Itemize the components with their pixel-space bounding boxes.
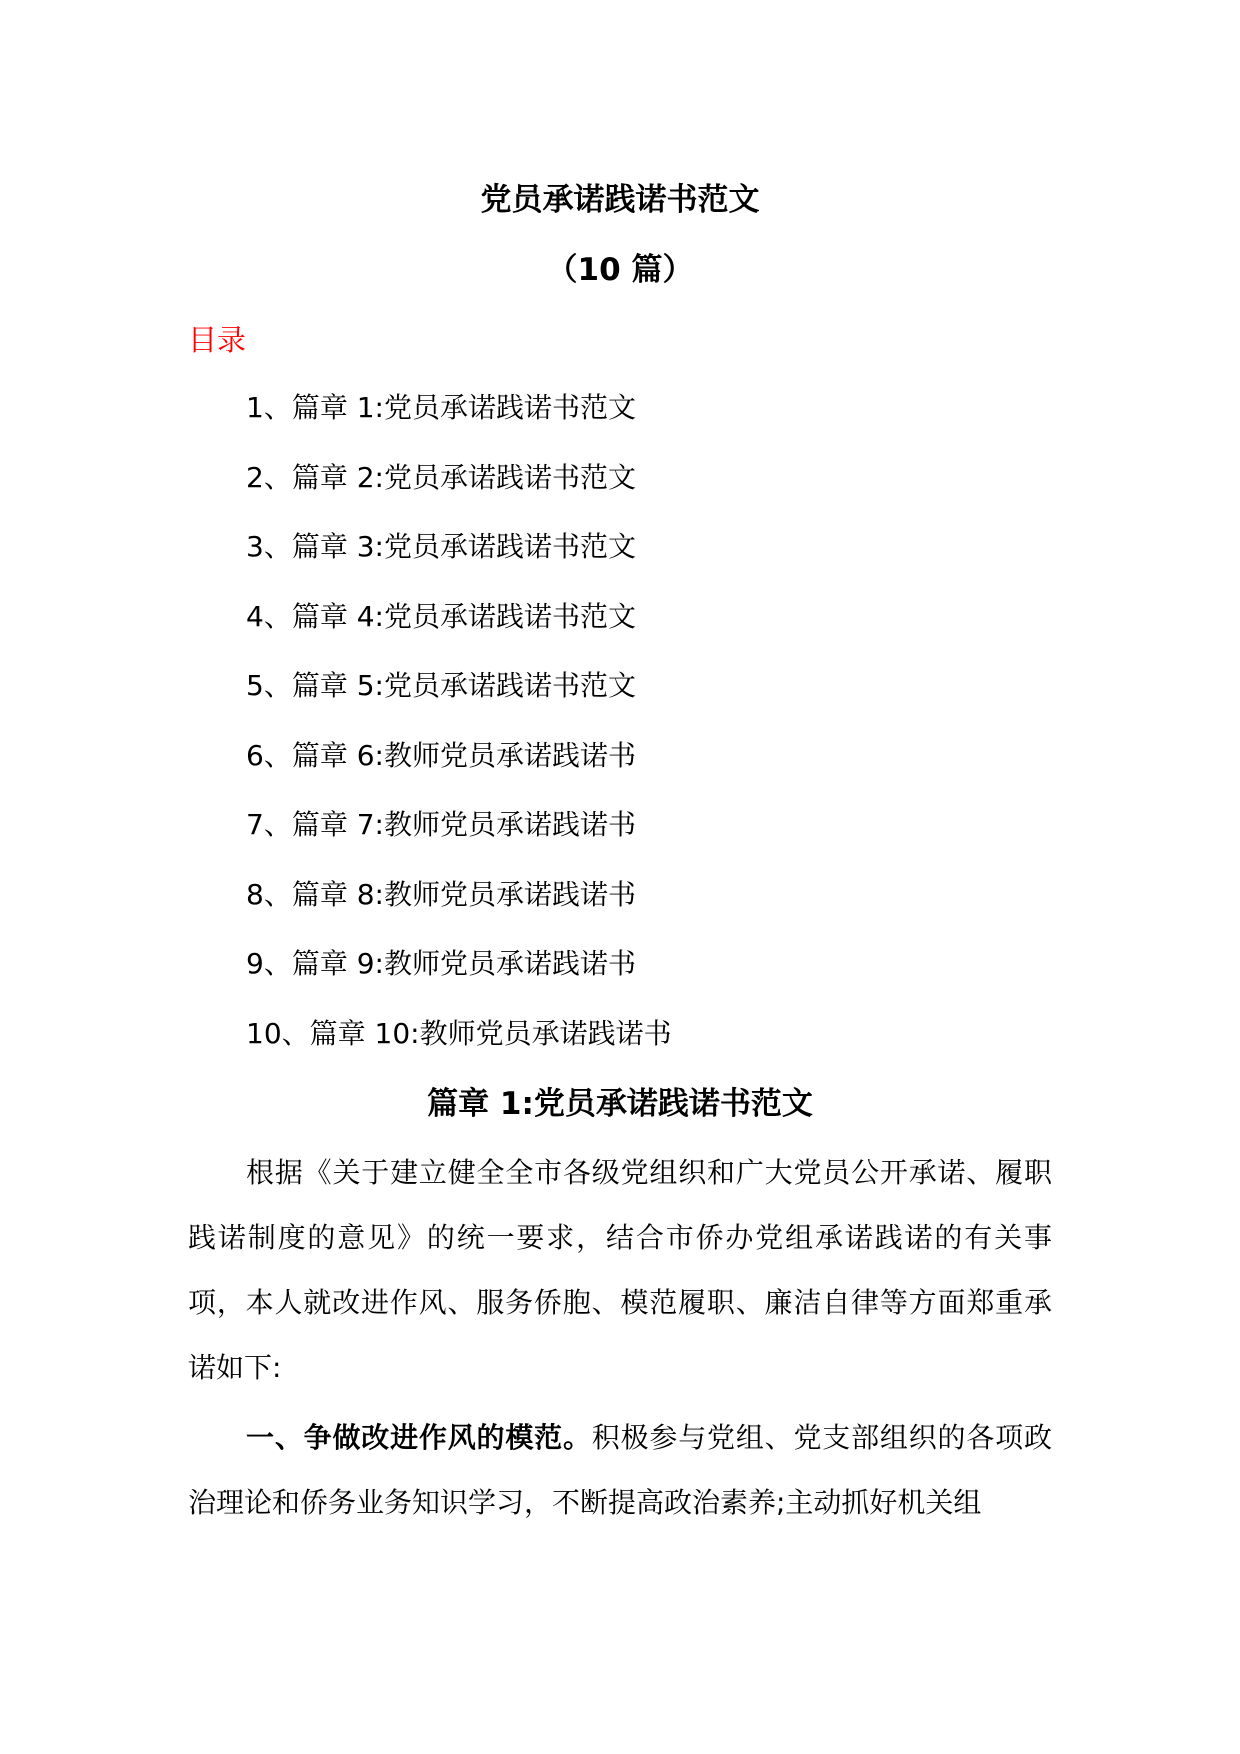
toc-item[interactable]: 6、篇章 6:教师党员承诺践诺书 (246, 738, 636, 772)
toc-item[interactable]: 3、篇章 3:党员承诺践诺书范文 (246, 530, 636, 563)
body-paragraph: 根据《关于建立健全全市各级党组织和广大党员公开承诺、履职践诺制度的意见》的统一要求，结合市侨办党组承诺践诺的有关事项，本人就改进作风、服务侨胞、模范履职、廉洁自律等方面郑重承诺如下: (188, 1156, 1052, 1384)
toc-item[interactable]: 2、篇章 2:党员承诺践诺书范文 (246, 460, 636, 494)
chapter-title: 篇章 1:党员承诺践诺书范文 (427, 1086, 813, 1122)
document-subtitle: （10 篇） (546, 252, 694, 288)
toc-item[interactable]: 8、篇章 8:教师党员承诺践诺书 (246, 877, 636, 911)
document-title: 党员承诺践诺书范文 (480, 182, 760, 218)
table-of-contents (246, 388, 672, 1083)
body-paragraph (188, 1405, 1052, 1535)
toc-item[interactable]: 4、篇章 4:党员承诺践诺书范文 (246, 599, 636, 633)
toc-item[interactable]: 9、篇章 9:教师党员承诺践诺书 (246, 947, 636, 980)
toc-item[interactable]: 10、篇章 10:教师党员承诺践诺书 (246, 1016, 672, 1050)
toc-heading: 目录 (188, 323, 247, 357)
paragraph-text: 积极参与党组、党支部组织的各项政治理论和侨务业务知识学习，不断提高政治素养;主动抓好机关组 (188, 1421, 1052, 1519)
toc-item[interactable]: 7、篇章 7:教师党员承诺践诺书 (246, 808, 636, 841)
toc-item[interactable]: 1、篇章 1:党员承诺践诺书范文 (246, 391, 636, 424)
toc-item[interactable]: 5、篇章 5:党员承诺践诺书范文 (246, 669, 636, 702)
paragraph-lead: 一、争做改进作风的模范。 (246, 1421, 592, 1454)
